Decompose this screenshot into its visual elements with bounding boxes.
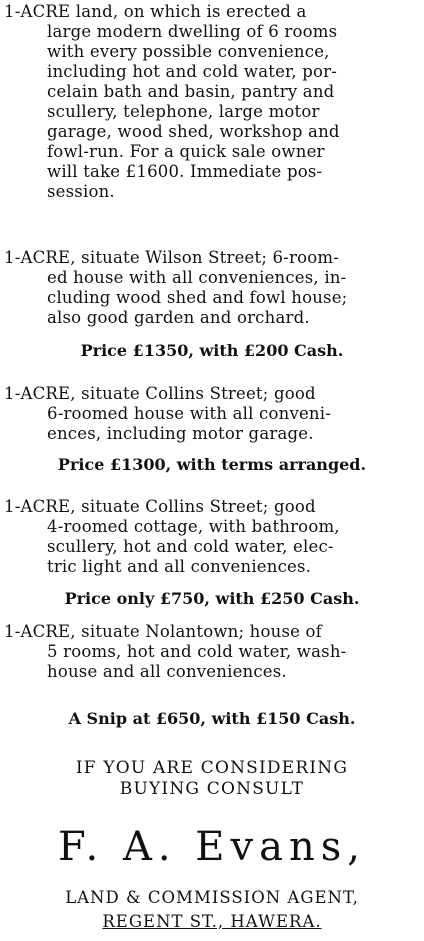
listing-line: 5 rooms, hot and cold water, wash- xyxy=(47,642,347,661)
listing-line: with every possible convenience, xyxy=(47,42,330,61)
listing-3 xyxy=(4,384,420,444)
listing-line: 1-ACRE land, on which is erected a xyxy=(4,2,307,21)
listing-2 xyxy=(4,248,420,328)
agent-name: F. A. Evans, xyxy=(58,824,366,870)
agent-title: LAND & COMMISSION AGENT, xyxy=(65,888,359,907)
listing-2-price: Price £1350, with £200 Cash. xyxy=(80,341,344,360)
listing-line: scullery, telephone, large motor xyxy=(47,102,320,121)
listing-line: celain bath and basin, pantry and xyxy=(47,82,335,101)
listing-line: ences, including motor garage. xyxy=(47,424,314,443)
cta-line-1: IF YOU ARE CONSIDERING xyxy=(75,758,349,778)
listing-line: ed house with all conveniences, in- xyxy=(47,268,347,287)
agent-address: REGENT ST., HAWERA. xyxy=(102,912,322,931)
listing-4-price: Price only £750, with £250 Cash. xyxy=(64,589,360,608)
listing-4 xyxy=(4,497,420,577)
listing-5-price: A Snip at £650, with £150 Cash. xyxy=(68,709,356,728)
listing-line: 1-ACRE, situate Collins Street; good xyxy=(4,384,316,403)
listing-line: tric light and all conveniences. xyxy=(47,557,312,576)
listing-line: cluding wood shed and fowl house; xyxy=(47,288,348,307)
listing-5 xyxy=(4,622,420,682)
listing-1 xyxy=(4,2,420,202)
listing-line: including hot and cold water, por- xyxy=(47,62,337,81)
listing-line: 1-ACRE, situate Collins Street; good xyxy=(4,497,316,516)
listing-line: 1-ACRE, situate Nolantown; house of xyxy=(4,622,322,641)
listing-line: large modern dwelling of 6 rooms xyxy=(47,22,338,41)
cta-line-2: BUYING CONSULT xyxy=(119,779,305,799)
listing-line: 1-ACRE, situate Wilson Street; 6-room- xyxy=(4,248,339,267)
listing-line: 4-roomed cottage, with bathroom, xyxy=(47,517,340,536)
listing-line: fowl-run. For a quick sale owner xyxy=(47,142,325,161)
listing-line: garage, wood shed, workshop and xyxy=(47,122,340,141)
listing-line: 6-roomed house with all conveni- xyxy=(47,404,332,423)
listing-line: also good garden and orchard. xyxy=(47,308,310,327)
listing-line: house and all conveniences. xyxy=(47,662,287,681)
listing-3-price: Price £1300, with terms arranged. xyxy=(57,455,367,474)
listing-line: scullery, hot and cold water, elec- xyxy=(47,537,334,556)
listing-line: session. xyxy=(47,182,115,201)
listing-line: will take £1600. Immediate pos- xyxy=(47,162,323,181)
